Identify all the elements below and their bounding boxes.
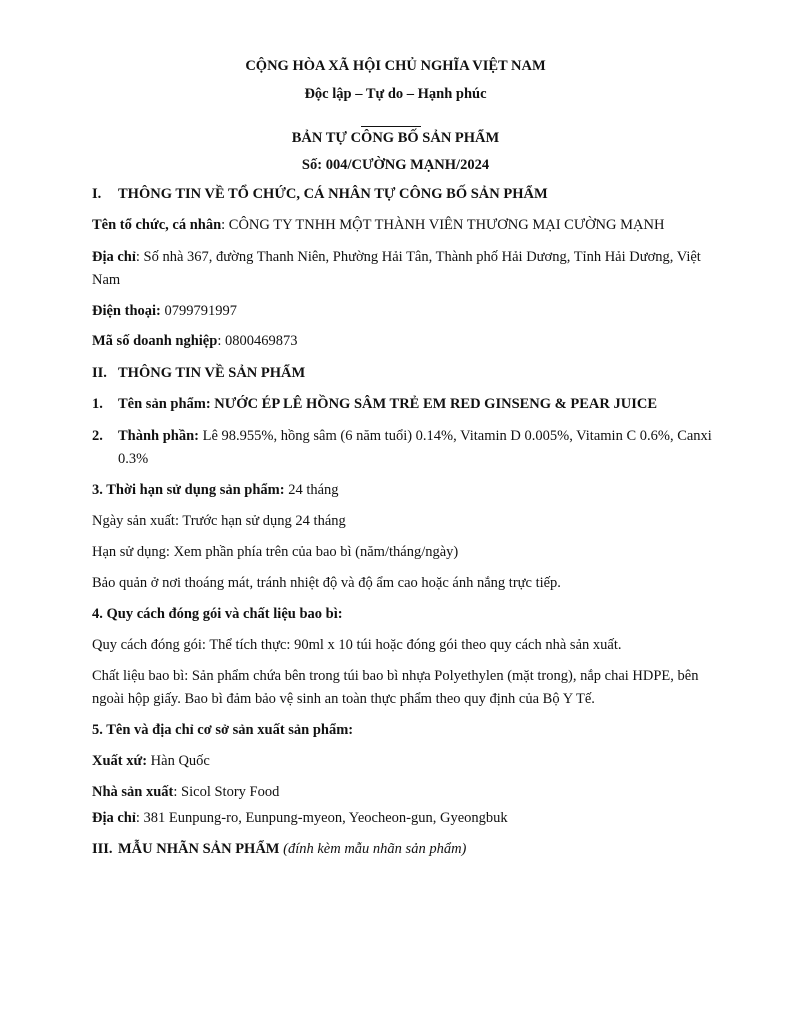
- section1-heading: THÔNG TIN VỀ TỔ CHỨC, CÁ NHÂN TỰ CÔNG BỐ SẢN PHẨM: [118, 186, 548, 202]
- manufacturer-address-label: Địa chỉ: [92, 810, 136, 826]
- origin-line: [92, 752, 210, 770]
- section2-heading: THÔNG TIN VỀ SẢN PHẨM: [118, 365, 306, 381]
- expiry-date: Hạn sử dụng: Xem phần phía trên của bao bì (năm/tháng/ngày): [92, 544, 459, 560]
- shelf-life-line: [92, 481, 339, 499]
- org-name-line: [92, 216, 664, 234]
- product-name-value: : NƯỚC ÉP LÊ HỒNG SÂM TRẺ EM RED GINSENG & PEAR JUICE: [205, 396, 657, 412]
- section3-heading: MẪU NHÃN SẢN PHẨM: [118, 841, 280, 857]
- shelf-life-value: 24 tháng: [284, 482, 339, 498]
- manufacturer-address-value: : 381 Eunpung-ro, Eunpung-myeon, Yeocheon-gun, Gyeongbuk: [135, 810, 508, 826]
- document-title: BẢN TỰ CÔNG BỐ SẢN PHẨM: [291, 130, 500, 146]
- section1-number: I.: [92, 186, 102, 202]
- section3-note: (đính kèm mẫu nhãn sản phẩm): [283, 841, 467, 857]
- packing-spec: Quy cách đóng gói: Thể tích thực: 90ml x 10 túi hoặc đóng gói theo quy cách nhà sản xuất.: [92, 637, 622, 653]
- manufacturer-address-line: [92, 809, 508, 827]
- document-number: Số: 004/CƯỜNG MẠNH/2024: [301, 157, 490, 173]
- manufacturer-heading: 5. Tên và địa chỉ cơ sở sản xuất sản phẩm:: [92, 722, 354, 738]
- address-label: Địa chỉ: [92, 249, 136, 265]
- nation-header: CỘNG HÒA XÃ HỘI CHỦ NGHĨA VIỆT NAM: [245, 58, 546, 74]
- product-name-line: [118, 395, 657, 413]
- address-value-cont: Nam: [92, 272, 121, 288]
- storage-instructions: Bảo quản ở nơi thoáng mát, tránh nhiệt độ và độ ẩm cao hoặc ánh nắng trực tiếp.: [92, 575, 561, 591]
- address-value: : Số nhà 367, đường Thanh Niên, Phường Hải Tân, Thành phố Hải Dương, Tỉnh Hải Dương, Việt: [135, 249, 701, 265]
- ingredients-value-cont: 0.3%: [118, 451, 149, 467]
- phone-value: 0799791997: [160, 303, 237, 319]
- section2-number: II.: [92, 365, 107, 381]
- tax-code-value: : 0800469873: [217, 333, 298, 349]
- product-name-label: Tên sản phẩm: [118, 396, 206, 412]
- section3-number: III.: [92, 841, 113, 857]
- shelf-life-heading: 3. Thời hạn sử dụng sản phẩm:: [92, 482, 285, 498]
- ingredients-line: [118, 427, 712, 445]
- item2-number: 2.: [92, 428, 103, 444]
- ingredients-label: Thành phần:: [118, 428, 200, 444]
- org-name-label: Tên tổ chức, cá nhân: [92, 217, 222, 233]
- phone-line: [92, 302, 237, 320]
- tax-code-label: Mã số doanh nghiệp: [92, 333, 218, 349]
- packaging-material: Chất liệu bao bì: Sản phẩm chứa bên trong túi bao bì nhựa Polyethylen (mặt trong), nắp chai HDPE, bên: [92, 668, 699, 684]
- manufacture-date: Ngày sản xuất: Trước hạn sử dụng 24 tháng: [92, 513, 346, 529]
- header-divider: [361, 126, 421, 127]
- motto: Độc lập – Tự do – Hạnh phúc: [304, 86, 487, 102]
- manufacturer-label: Nhà sản xuất: [92, 784, 174, 800]
- phone-label: Điện thoại:: [92, 303, 161, 319]
- manufacturer-value: : Sicol Story Food: [173, 784, 280, 800]
- tax-code-line: [92, 332, 297, 350]
- org-name-value: : CÔNG TY TNHH MỘT THÀNH VIÊN THƯƠNG MẠI CƯỜNG MẠNH: [221, 217, 665, 233]
- origin-label: Xuất xứ:: [92, 753, 148, 769]
- address-line: [92, 248, 701, 266]
- ingredients-value: Lê 98.955%, hồng sâm (6 năm tuổi) 0.14%, Vitamin D 0.005%, Vitamin C 0.6%, Canxi: [199, 428, 712, 444]
- packaging-heading: 4. Quy cách đóng gói và chất liệu bao bì:: [92, 606, 343, 622]
- origin-value: Hàn Quốc: [147, 753, 210, 769]
- packaging-material-cont: ngoài hộp giấy. Bao bì đảm bảo vệ sinh an toàn thực phẩm theo quy định của Bộ Y Tế.: [92, 691, 595, 707]
- section3-line: [118, 840, 466, 858]
- manufacturer-line: [92, 783, 279, 801]
- item1-number: 1.: [92, 396, 103, 412]
